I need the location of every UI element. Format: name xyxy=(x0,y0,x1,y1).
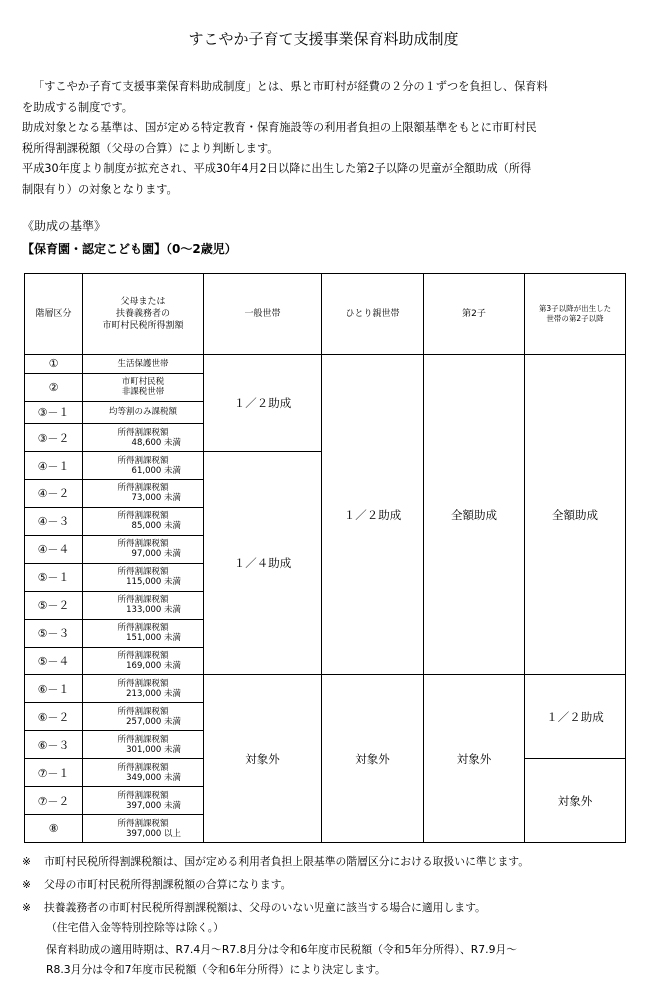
level-cell: ⑥－３ xyxy=(25,731,83,759)
level-cell: ③－１ xyxy=(25,401,83,424)
tax-cell: 所得割課税額 213,000 未満 xyxy=(83,675,204,703)
intro-line: 税所得割課税額（父母の合算）により判断します。 xyxy=(22,141,279,155)
intro-paragraph xyxy=(22,77,622,200)
note-3-detail: （住宅借入金等特別控除等は除く。） xyxy=(46,921,224,934)
note-period-line1: 保育料助成の適用時期は、R7.4月～R7.8月分は令和6年度市民税額（令和5年分所得）、R7.9月～ xyxy=(46,943,518,956)
level-cell: ④－２ xyxy=(25,479,83,507)
level-cell: ⑥－１ xyxy=(25,675,83,703)
intro-line: 制限有り）の対象となります。 xyxy=(22,182,178,196)
level-cell: ⑤－４ xyxy=(25,647,83,675)
level-cell: ③－２ xyxy=(25,424,83,452)
intro-line: を助成する制度です。 xyxy=(22,100,133,114)
page-title: すこやか子育て支援事業保育料助成制度 xyxy=(188,30,459,48)
general-none-cell: 対象外 xyxy=(204,675,322,843)
level-cell: ④－１ xyxy=(25,452,83,480)
tax-cell: 所得割課税額 257,000 未満 xyxy=(83,703,204,731)
intro-line: 平成30年度より制度が拡充され、平成30年4月2日以降に出生した第2子以降の児童が全額助成（所得 xyxy=(22,162,532,175)
tax-cell: 所得割課税額 97,000 未満 xyxy=(83,535,204,563)
header-single: ひとり親世帯 xyxy=(322,274,424,355)
note-1: ※ 市町村民税所得割課税額は、国が定める利用者負担上限基準の階層区分における取扱いに準じます。 xyxy=(22,855,529,868)
tax-cell: 所得割課税額 397,000 以上 xyxy=(83,815,204,843)
header-general: 一般世帯 xyxy=(204,274,322,355)
general-quarter-cell: １／４助成 xyxy=(204,452,322,675)
tax-cell: 生活保護世帯 xyxy=(83,355,204,374)
tax-cell: 所得割課税額 73,000 未満 xyxy=(83,479,204,507)
header-third: 第3子以降が出生した 世帯の第2子以降 xyxy=(525,274,626,355)
tax-cell: 所得割課税額 48,600 未満 xyxy=(83,424,204,452)
intro-line: 「すこやか子育て支援事業保育料助成制度」とは、県と市町村が経費の２分の１ずつを負担し、保育料 xyxy=(33,80,548,93)
level-cell: ④－４ xyxy=(25,535,83,563)
tax-cell: 所得割課税額 397,000 未満 xyxy=(83,787,204,815)
level-cell: ⑦－２ xyxy=(25,787,83,815)
tax-cell: 均等割のみ課税額 xyxy=(83,401,204,424)
note-3: ※ 扶養義務者の市町村民税所得割課税額は、父母のいない児童に該当する場合に適用します。 xyxy=(22,901,486,914)
subsidy-table xyxy=(24,273,626,843)
level-cell: ⑤－１ xyxy=(25,563,83,591)
single-none-cell: 対象外 xyxy=(322,675,424,843)
tax-cell: 所得割課税額 169,000 未満 xyxy=(83,647,204,675)
note-2: ※ 父母の市町村民税所得割課税額の合算になります。 xyxy=(22,878,292,891)
tax-cell: 所得割課税額 85,000 未満 xyxy=(83,507,204,535)
header-level: 階層区分 xyxy=(25,274,83,355)
table-header-row xyxy=(25,274,626,355)
second-full-cell: 全額助成 xyxy=(424,355,525,675)
level-cell: ⑤－３ xyxy=(25,619,83,647)
level-cell: ④－３ xyxy=(25,507,83,535)
tax-cell: 市町村民税 非課税世帯 xyxy=(83,373,204,401)
sub-heading: 【保育園・認定こども園】（0～2歳児） xyxy=(22,242,237,256)
level-cell: ① xyxy=(25,355,83,374)
table-row xyxy=(25,355,626,374)
note-period-line2: R8.3月分は令和7年度市民税額（令和6年分所得）により決定します。 xyxy=(46,963,386,976)
intro-line: 助成対象となる基準は、国が定める特定教育・保育施設等の利用者負担の上限額基準をもとに市町村民 xyxy=(22,121,537,134)
general-half-cell: １／２助成 xyxy=(204,355,322,452)
third-half-cell: １／２助成 xyxy=(525,675,626,759)
single-half-cell: １／２助成 xyxy=(322,355,424,675)
table-row xyxy=(25,675,626,703)
header-second: 第2子 xyxy=(424,274,525,355)
tax-cell: 所得割課税額 301,000 未満 xyxy=(83,731,204,759)
section-heading: 《助成の基準》 xyxy=(22,219,107,233)
third-none-cell: 対象外 xyxy=(525,759,626,843)
level-cell: ⑦－１ xyxy=(25,759,83,787)
tax-cell: 所得割課税額 151,000 未満 xyxy=(83,619,204,647)
level-cell: ⑤－２ xyxy=(25,591,83,619)
tax-cell: 所得割課税額 115,000 未満 xyxy=(83,563,204,591)
level-cell: ⑧ xyxy=(25,815,83,843)
tax-cell: 所得割課税額 349,000 未満 xyxy=(83,759,204,787)
third-full-cell: 全額助成 xyxy=(525,355,626,675)
level-cell: ② xyxy=(25,373,83,401)
second-none-cell: 対象外 xyxy=(424,675,525,843)
tax-cell: 所得割課税額 61,000 未満 xyxy=(83,452,204,480)
level-cell: ⑥－２ xyxy=(25,703,83,731)
header-tax: 父母または 扶養義務者の 市町村民税所得割額 xyxy=(83,274,204,355)
tax-cell: 所得割課税額 133,000 未満 xyxy=(83,591,204,619)
